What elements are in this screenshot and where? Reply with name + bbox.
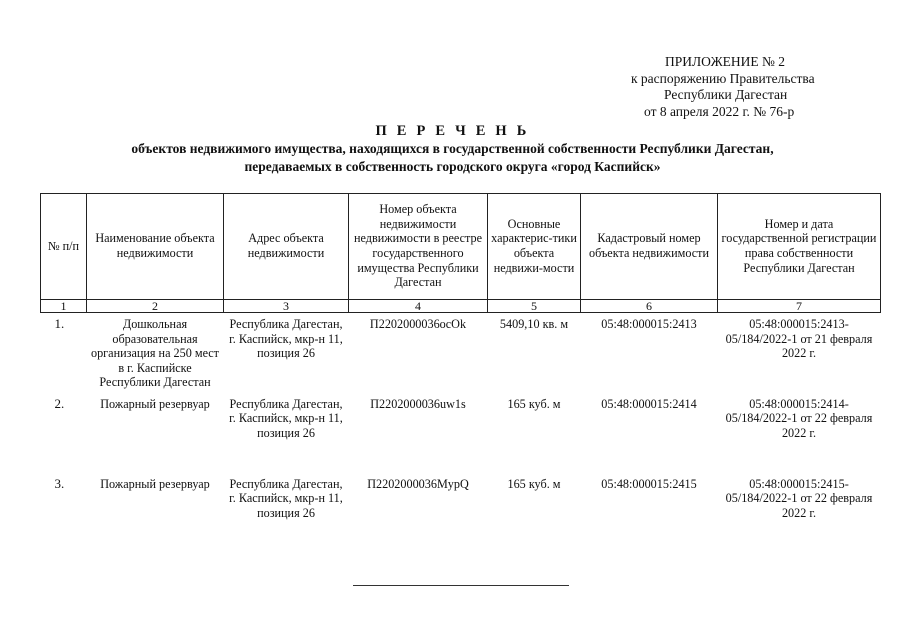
- header-number: № п/п: [41, 193, 87, 300]
- header-cadastral-number: Кадастровый номер объекта недвижимости: [581, 193, 718, 300]
- registration-record: 05:48:000015:2415-05/184/2022-1 от 22 февраля 2022 г.: [725, 476, 873, 520]
- header-address: Адрес объекта недвижимости: [224, 193, 349, 300]
- object-name: Дошкольная образовательная организация на 250 мест в г. Каспийске Республики Дагестан: [90, 317, 220, 390]
- row-number: 1.: [54, 316, 65, 331]
- object-name: Пожарный резервуар: [100, 476, 210, 491]
- object-address: Республика Дагестан, г. Каспийск, мкр-н 11, позиция 26: [229, 396, 343, 440]
- column-number: 7: [718, 300, 881, 313]
- appendix-block: [600, 54, 870, 120]
- document-subtitle-line1: объектов недвижимого имущества, находящихся в государственной собственности Республики Дагестан,: [131, 141, 774, 156]
- header-registry-number: Номер объекта недвижимости недвижимости в реестре государственного имущества Республики Дагестан: [349, 193, 488, 300]
- object-characteristics: 5409,10 кв. м: [499, 317, 569, 331]
- column-number: 5: [488, 300, 581, 313]
- registry-number: П2202000036ocOk: [369, 317, 467, 331]
- registration-record: 05:48:000015:2413-05/184/2022-1 от 21 февраля 2022 г.: [725, 317, 873, 361]
- header-name: Наименование объекта недвижимости: [87, 193, 224, 300]
- header-registration: Номер и дата государственной регистрации права собственности Республики Дагестан: [718, 193, 881, 300]
- cadastral-number: 05:48:000015:2415: [601, 476, 697, 491]
- table-header-row: [41, 193, 881, 300]
- document-heading: [0, 123, 905, 176]
- cadastral-number: 05:48:000015:2414: [601, 396, 697, 411]
- closing-rule: [353, 585, 569, 586]
- object-characteristics: 165 куб. м: [507, 396, 561, 411]
- appendix-republic-line: Республики Дагестан: [664, 87, 788, 102]
- object-address: Республика Дагестан, г. Каспийск, мкр-н 11, позиция 26: [229, 317, 343, 361]
- table-row: [41, 313, 881, 393]
- row-number: 2.: [54, 395, 65, 411]
- column-number: 6: [581, 300, 718, 313]
- column-number-row: [41, 300, 881, 313]
- column-number: 4: [349, 300, 488, 313]
- object-name: Пожарный резервуар: [100, 396, 210, 411]
- registry-number: П2202000036MypQ: [367, 476, 469, 491]
- column-number: 1: [41, 300, 87, 313]
- column-number: 3: [224, 300, 349, 313]
- appendix-date-line: от 8 апреля 2022 г. № 76-р: [644, 103, 795, 119]
- registry-number: П2202000036uw1s: [370, 396, 466, 411]
- table-row: [41, 473, 881, 553]
- column-number: 2: [87, 300, 224, 313]
- table-row: [41, 393, 881, 473]
- property-table: [40, 193, 881, 553]
- row-number: 3.: [54, 475, 65, 491]
- object-address: Республика Дагестан, г. Каспийск, мкр-н 11, позиция 26: [229, 476, 343, 520]
- cadastral-number: 05:48:000015:2413: [601, 317, 697, 331]
- registration-record: 05:48:000015:2414-05/184/2022-1 от 22 февраля 2022 г.: [725, 396, 873, 440]
- document-title: П Е Р Е Ч Е Н Ь: [375, 123, 530, 139]
- document-subtitle-line2: передаваемых в собственность городского округа «город Каспийск»: [244, 159, 661, 174]
- appendix-order-line: к распоряжению Правительства: [631, 70, 815, 86]
- object-characteristics: 165 куб. м: [507, 476, 561, 491]
- header-characteristics: Основные характерис-тики объекта недвижи-мости: [488, 193, 581, 300]
- appendix-title: ПРИЛОЖЕНИЕ № 2: [665, 54, 786, 69]
